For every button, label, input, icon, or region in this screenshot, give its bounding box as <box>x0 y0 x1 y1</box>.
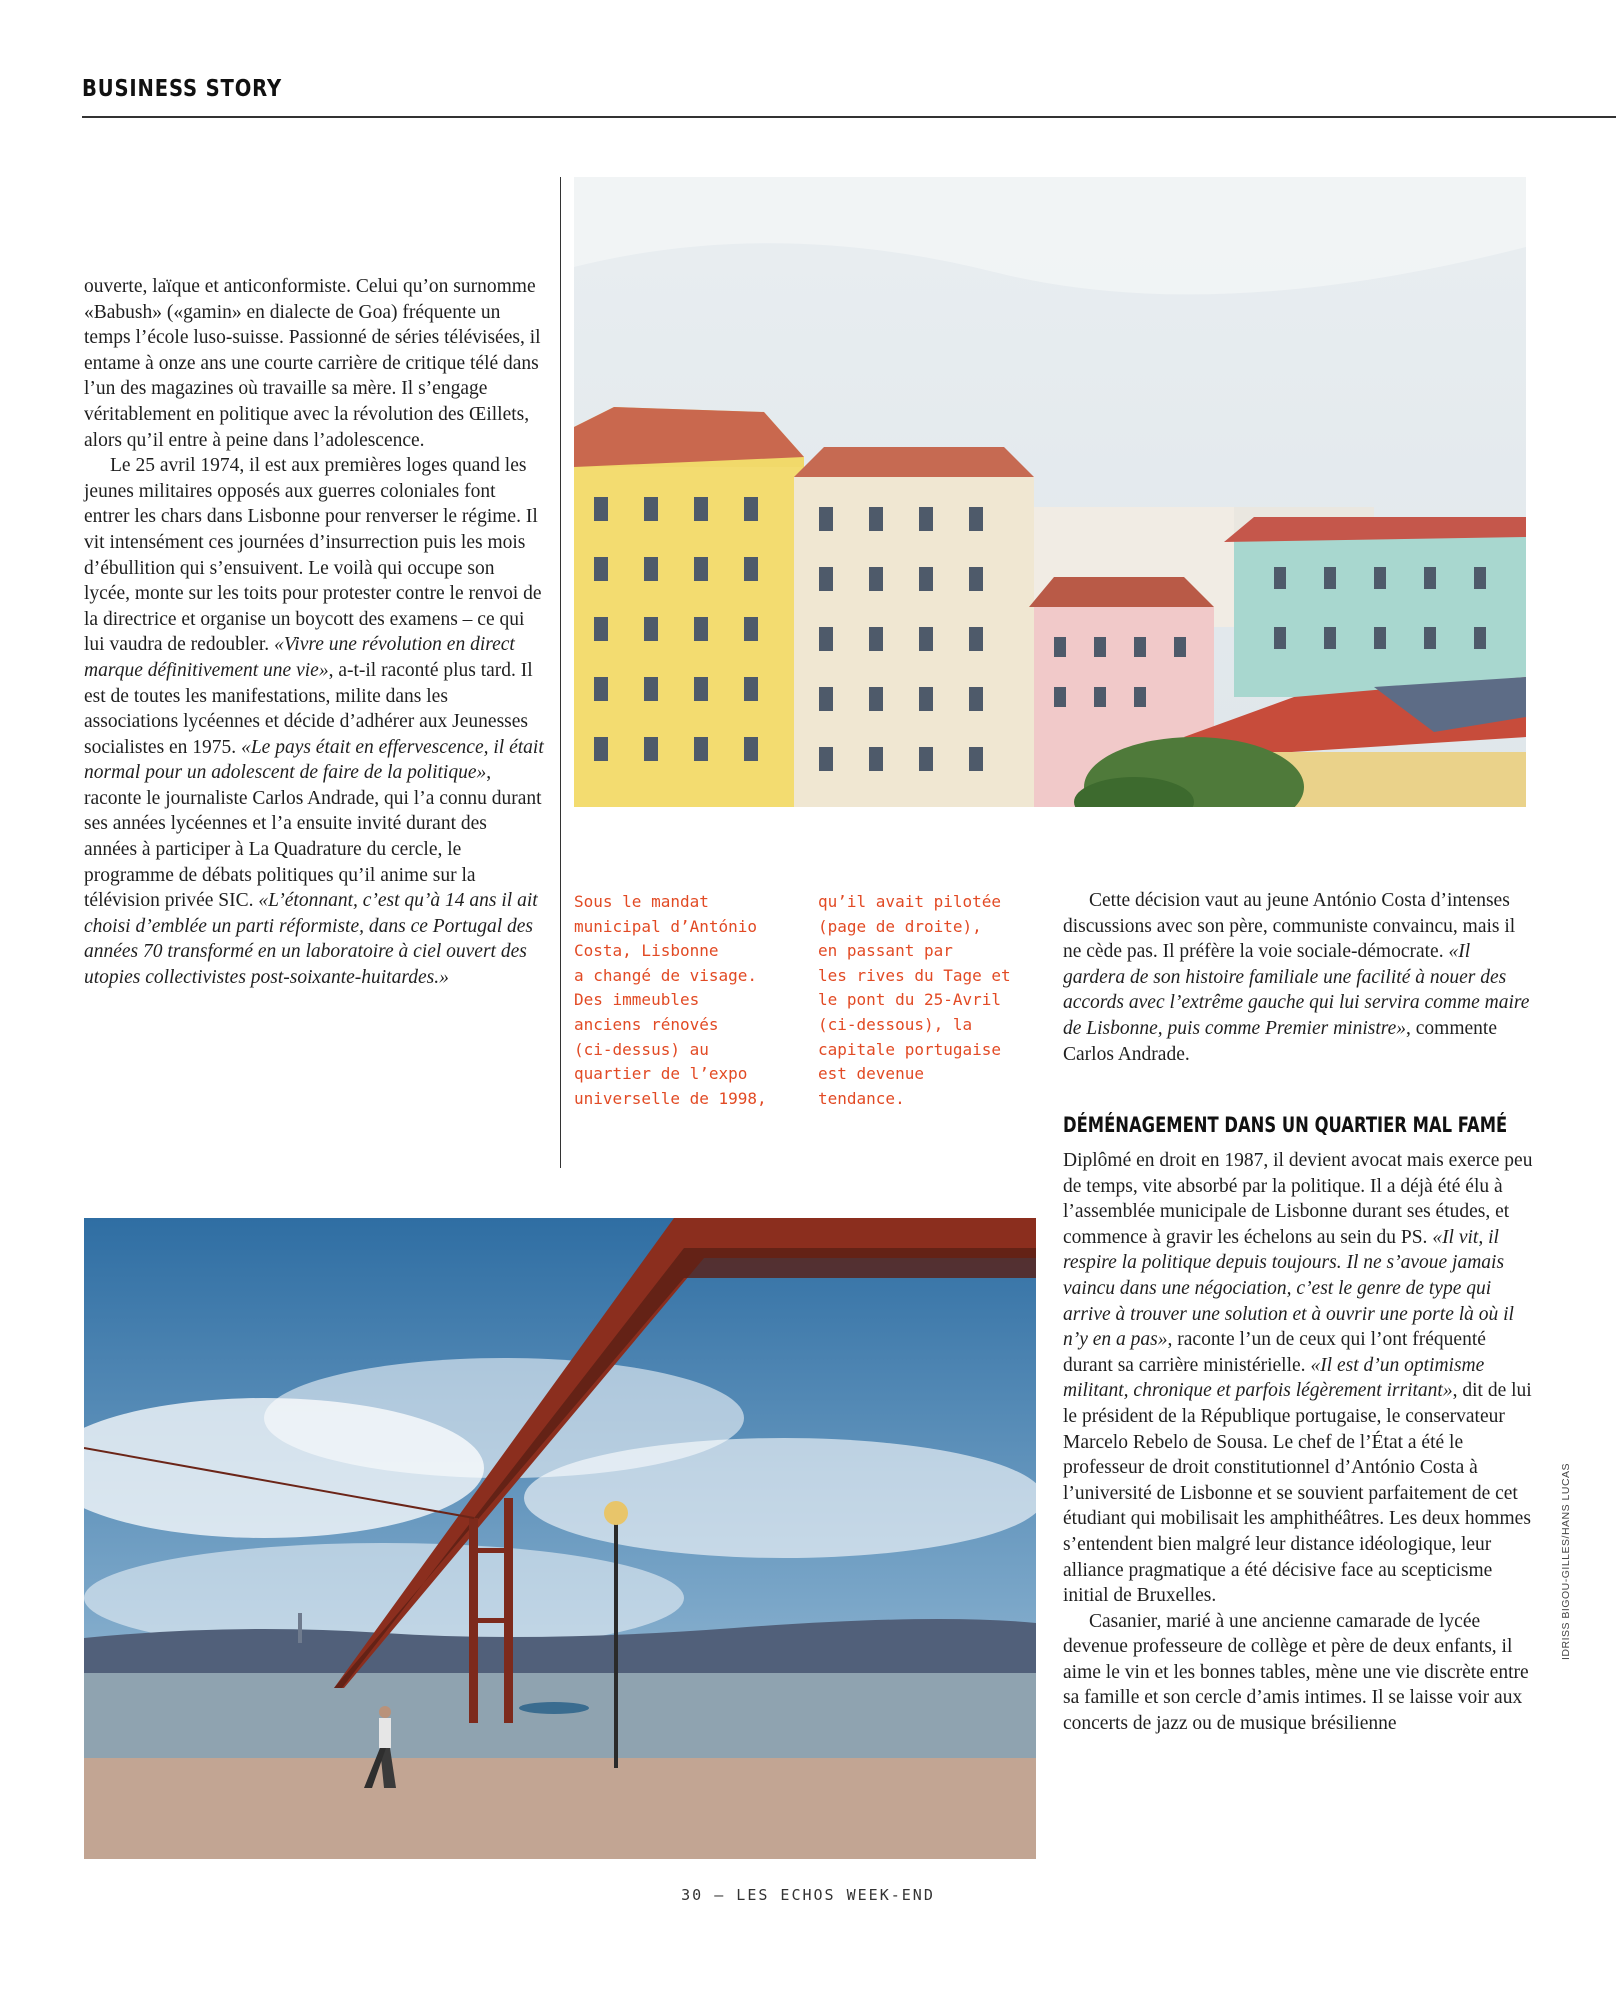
text-run: , a-t-il raconté plus tard. Il est de toutes les manifestations, milite dans les associations lycéennes et décide d’adhérer aux Jeunesses socialistes en 1975. <box>84 659 533 758</box>
right-paragraph-1 <box>1063 888 1533 1067</box>
text-run: , raconte le journaliste Carlos Andrade, qui l’a connu durant ses années lycéennes et l’a ensuite invité durant des années à participer à La Quadrature du cercle, le programme de débats politiques qu’il anime sur la télévision privée SIC. <box>84 762 542 912</box>
quote: «Il gardera de son histoire familiale une facilité à nouer des accords avec l’extrême gauche qui lui servira comme maire de Lisbonne, puis comme Premier ministre» <box>1063 941 1530 1039</box>
right-paragraph-3: Casanier, marié à une ancienne camarade de lycée devenue professeure de collège et père de deux enfants, il aime le vin et les bonnes tables, mène une vie discrète entre sa famille et son cercle d’amis intimes. Il se laisse voir aux concerts de jazz ou de musique brésilienne <box>1063 1610 1529 1735</box>
column-divider <box>560 177 561 1168</box>
quote: «L’étonnant, c’est qu’à 14 ans il ait choisi d’emblée un parti réformiste, dans ce Portugal des années 70 transformé en un laboratoire à ciel ouvert des utopies collectivistes post-soixante-huitardes.» <box>84 890 538 989</box>
quote: «Il vit, il respire la politique depuis toujours. Il ne s’avoue jamais vaincu dans une négociation, c’est le genre de type qui arrive à trouver une solution et à ouvrir une porte là où il n’y en a pas» <box>1063 1226 1514 1351</box>
photo-caption-part-1: Sous le mandat municipal d’António Costa, Lisbonne a changé de visage. Des immeubles anciens rénovés (ci-dessus) au quartier de l’expo universelle de 1998, <box>574 892 767 1108</box>
quote: «Vivre une révolution en direct marque définitivement une vie» <box>84 634 515 681</box>
left-paragraph-1: ouverte, laïque et anticonformiste. Celui qu’on surnomme «Babush» («gamin» en dialecte de Goa) fréquente un temps l’école luso-suisse. Passionné de séries télévisées, il entame à onze ans une courte carrière de critique télé dans l’un des magazines où travaille sa mère. Il s’engage véritablement en politique avec la révolution des Œillets, alors qu’il entre à peine dans l’adolescence. <box>84 276 541 451</box>
text-run: , commente Carlos Andrade. <box>1063 1017 1497 1065</box>
text-run: Diplômé en droit en 1987, il devient avocat mais exerce peu de temps, vite absorbé par la politique. Il a déjà été élu à l’assemblée municipale de Lisbonne durant ses études, et commence à gravir les échelons au sein du PS. <box>1063 1150 1533 1248</box>
right-column-top <box>1063 888 1533 1067</box>
header-rule <box>82 116 1616 118</box>
quote: «Le pays était en effervescence, il était normal pour un adolescent de faire de la politique» <box>84 736 544 784</box>
text-run: Cette décision vaut au jeune António Costa d’intenses discussions avec son père, communiste convaincu, mais il ne cède pas. Il préfère la voie sociale-démocrate. <box>1063 890 1516 963</box>
section-label: BUSINESS STORY <box>82 76 283 102</box>
text-run: , dit de lui le président de la République portugaise, le conservateur Marcelo Rebelo de Sousa. Le chef de l’État a été le professeur de droit constitutionnel d’António Costa à l’université de Lisbonne et se souvient parfaitement de cet étudiant qui mobilisait les amphithéâtres. Les deux hommes s’entendent bien malgré leur distance idéologique, leur alliance pragmatique a été décisive face au scepticisme initial de Bruxelles. <box>1063 1380 1532 1607</box>
quote: «Il est d’un optimisme militant, chronique et parfois légèrement irritant» <box>1063 1354 1485 1402</box>
photo-credit: IDRISS BIGOU-GILLES/HANS LUCAS <box>1560 1462 1572 1660</box>
text-run: , raconte l’un de ceux qui l’ont fréquenté durant sa carrière ministérielle. <box>1063 1329 1486 1376</box>
photo-bridge <box>84 1218 1036 1859</box>
photo-caption-part-2: qu’il avait pilotée (page de droite), en passant par les rives du Tage et le pont du 25-Avril (ci-dessous), la capitale portugaise est devenue tendance. <box>818 892 1011 1108</box>
left-paragraph-2 <box>84 453 544 990</box>
left-column <box>84 274 544 991</box>
right-column-bottom <box>1063 1148 1533 1737</box>
right-paragraph-2 <box>1063 1148 1533 1609</box>
photo-lisbon-buildings <box>574 177 1526 807</box>
subheading: DÉMÉNAGEMENT DANS UN QUARTIER MAL FAMÉ <box>1063 1113 1508 1137</box>
text-run: Le 25 avril 1974, il est aux premières loges quand les jeunes militaires opposés aux guerres coloniales font entrer les chars dans Lisbonne pour renverser le régime. Il vit intensément ces journées d’insurrection puis les mois d’ébullition qui s’ensuivent. Le voilà qui occupe son lycée, monte sur les toits pour protester contre le renvoi de la directrice et organise un boycott des examens – ce qui lui vaudra de redoubler. <box>84 455 542 656</box>
page-footer: 30 – LES ECHOS WEEK-END <box>681 1886 935 1904</box>
